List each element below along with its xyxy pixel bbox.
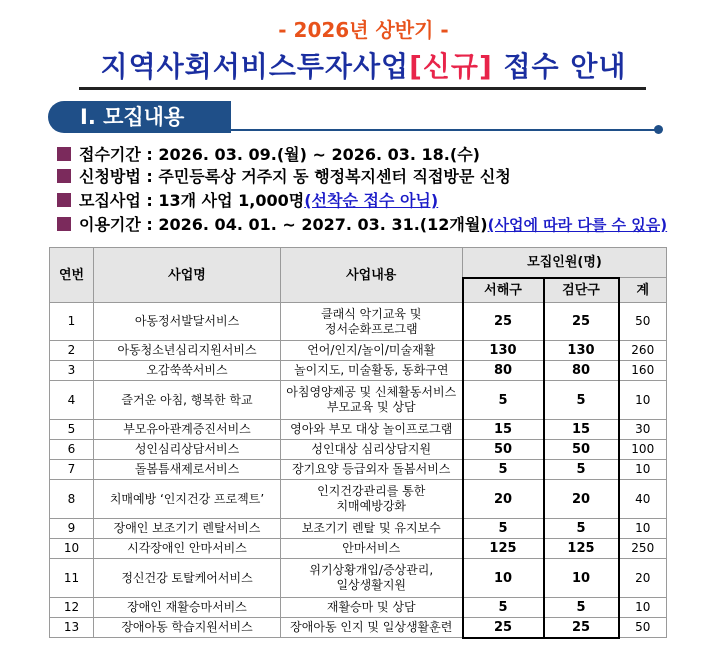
cell-geomdan: 25 [544,618,619,638]
cell-no: 12 [50,598,94,618]
cell-no: 7 [50,460,94,480]
header-program-content: 사업내용 [281,248,463,303]
cell-program-content: 위기상황개입/증상관리, 일상생활지원 [281,559,463,598]
table-row [50,480,667,519]
cell-no: 5 [50,420,94,440]
header-total: 계 [619,278,667,303]
section-divider-line [231,129,657,131]
info-value: 주민등록상 거주지 동 행정복지센터 직접방문 신청 [158,167,511,186]
cell-program-name: 부모유아관계증진서비스 [94,420,281,440]
info-label: 접수기간 [79,145,141,164]
cell-no: 9 [50,519,94,539]
cell-total: 10 [619,519,667,539]
info-item-period: 접수기간 : 2026. 03. 09.(월) ~ 2026. 03. 18.(수) [57,144,480,166]
header-seohae: 서해구 [463,278,544,303]
cell-seohae: 25 [463,618,544,638]
section-header-label: Ⅰ. 모집내용 [80,105,185,129]
cell-no: 10 [50,539,94,559]
table-row [50,559,667,598]
cell-seohae: 80 [463,361,544,381]
cell-program-name: 치매예방 ‘인지건강 프로젝트’ [94,480,281,519]
cell-program-content: 아침영양제공 및 신체활동서비스 부모교육 및 상담 [281,381,463,420]
cell-program-content: 언어/인지/놀이/미술재활 [281,341,463,361]
table-row [50,361,667,381]
cell-program-name: 시각장애인 안마서비스 [94,539,281,559]
title-underline [79,87,646,90]
cell-geomdan: 5 [544,381,619,420]
info-label: 이용기간 [79,215,141,234]
cell-total: 250 [619,539,667,559]
cell-program-name: 성인심리상담서비스 [94,440,281,460]
cell-total: 10 [619,381,667,420]
cell-program-content: 보조기기 렌탈 및 유지보수 [281,519,463,539]
bullet-square-icon [57,217,71,231]
cell-seohae: 5 [463,519,544,539]
info-label: 모집사업 [79,191,141,210]
cell-total: 50 [619,303,667,341]
cell-program-content: 성인대상 심리상담지원 [281,440,463,460]
cell-program-content: 장애아동 인지 및 일상생활훈련 [281,618,463,638]
cell-program-name: 정신건강 토탈케어서비스 [94,559,281,598]
cell-program-name: 오감쑥쑥서비스 [94,361,281,381]
table-row [50,598,667,618]
info-item-method: 신청방법 : 주민등록상 거주지 동 행정복지센터 직접방문 신청 [57,166,511,188]
cell-seohae: 15 [463,420,544,440]
cell-total: 260 [619,341,667,361]
header-geomdan: 검단구 [544,278,619,303]
cell-program-content: 영아와 부모 대상 놀이프로그램 [281,420,463,440]
info-value: 13개 사업 1,000명 [158,191,305,210]
info-note: (사업에 따라 다를 수 있음) [487,216,668,234]
cell-total: 100 [619,440,667,460]
info-item-usage-period: 이용기간 : 2026. 04. 01. ~ 2027. 03. 31.(12개월)(사업에 따라 다를 수 있음) [57,214,667,236]
table-row [50,381,667,420]
cell-no: 1 [50,303,94,341]
bullet-square-icon [57,193,71,207]
bullet-square-icon [57,147,71,161]
cell-no: 2 [50,341,94,361]
table-row [50,440,667,460]
cell-seohae: 25 [463,303,544,341]
cell-geomdan: 15 [544,420,619,440]
cell-no: 4 [50,381,94,420]
cell-geomdan: 5 [544,598,619,618]
table-row [50,303,667,341]
cell-program-name: 장애아동 학습지원서비스 [94,618,281,638]
cell-seohae: 5 [463,381,544,420]
title-suffix: 접수 안내 [492,50,627,83]
info-label: 신청방법 [79,167,141,186]
bullet-square-icon [57,169,71,183]
table-row [50,341,667,361]
header-no: 연번 [50,248,94,303]
cell-seohae: 125 [463,539,544,559]
cell-program-content: 놀이지도, 미술활동, 동화구연 [281,361,463,381]
cell-program-name: 장애인 재활승마서비스 [94,598,281,618]
table-row [50,539,667,559]
cell-geomdan: 20 [544,480,619,519]
cell-seohae: 20 [463,480,544,519]
cell-geomdan: 50 [544,440,619,460]
cell-seohae: 130 [463,341,544,361]
cell-program-content: 클래식 악기교육 및 정서순화프로그램 [281,303,463,341]
cell-no: 11 [50,559,94,598]
cell-no: 13 [50,618,94,638]
cell-total: 10 [619,460,667,480]
cell-program-content: 재활승마 및 상담 [281,598,463,618]
page-subtitle: - 2026년 상반기 - [278,18,449,42]
cell-no: 8 [50,480,94,519]
cell-geomdan: 10 [544,559,619,598]
cell-geomdan: 5 [544,519,619,539]
cell-seohae: 10 [463,559,544,598]
cell-total: 40 [619,480,667,519]
cell-geomdan: 130 [544,341,619,361]
section-divider-dot [654,125,663,134]
cell-program-name: 돌봄틈새제로서비스 [94,460,281,480]
page-title [0,45,727,85]
table-row [50,460,667,480]
cell-total: 50 [619,618,667,638]
cell-seohae: 50 [463,440,544,460]
info-value: 2026. 03. 09.(월) ~ 2026. 03. 18.(수) [158,145,480,164]
cell-total: 20 [619,559,667,598]
cell-geomdan: 80 [544,361,619,381]
cell-total: 160 [619,361,667,381]
recruitment-table [49,247,667,639]
cell-geomdan: 5 [544,460,619,480]
cell-program-content: 인지건강관리를 통한 치매예방강화 [281,480,463,519]
info-note: (선착순 접수 아님) [304,191,439,210]
cell-total: 10 [619,598,667,618]
cell-program-content: 장기요양 등급외자 돌봄서비스 [281,460,463,480]
cell-program-name: 즐거운 아침, 행복한 학교 [94,381,281,420]
info-item-programs: 모집사업 : 13개 사업 1,000명(선착순 접수 아님) [57,190,438,212]
header-recruit-count: 모집인원(명) [463,248,667,278]
table-row [50,618,667,638]
cell-program-name: 아동청소년심리지원서비스 [94,341,281,361]
cell-program-content: 안마서비스 [281,539,463,559]
cell-geomdan: 125 [544,539,619,559]
header-program-name: 사업명 [94,248,281,303]
title-highlight: [신규] [409,50,493,83]
cell-seohae: 5 [463,460,544,480]
cell-no: 3 [50,361,94,381]
cell-total: 30 [619,420,667,440]
cell-seohae: 5 [463,598,544,618]
info-value: 2026. 04. 01. ~ 2027. 03. 31.(12개월) [158,215,488,234]
table-row [50,420,667,440]
title-prefix: 지역사회서비스투자사업 [100,50,410,83]
table-row [50,519,667,539]
cell-geomdan: 25 [544,303,619,341]
cell-program-name: 아동정서발달서비스 [94,303,281,341]
cell-program-name: 장애인 보조기기 렌탈서비스 [94,519,281,539]
cell-no: 6 [50,440,94,460]
